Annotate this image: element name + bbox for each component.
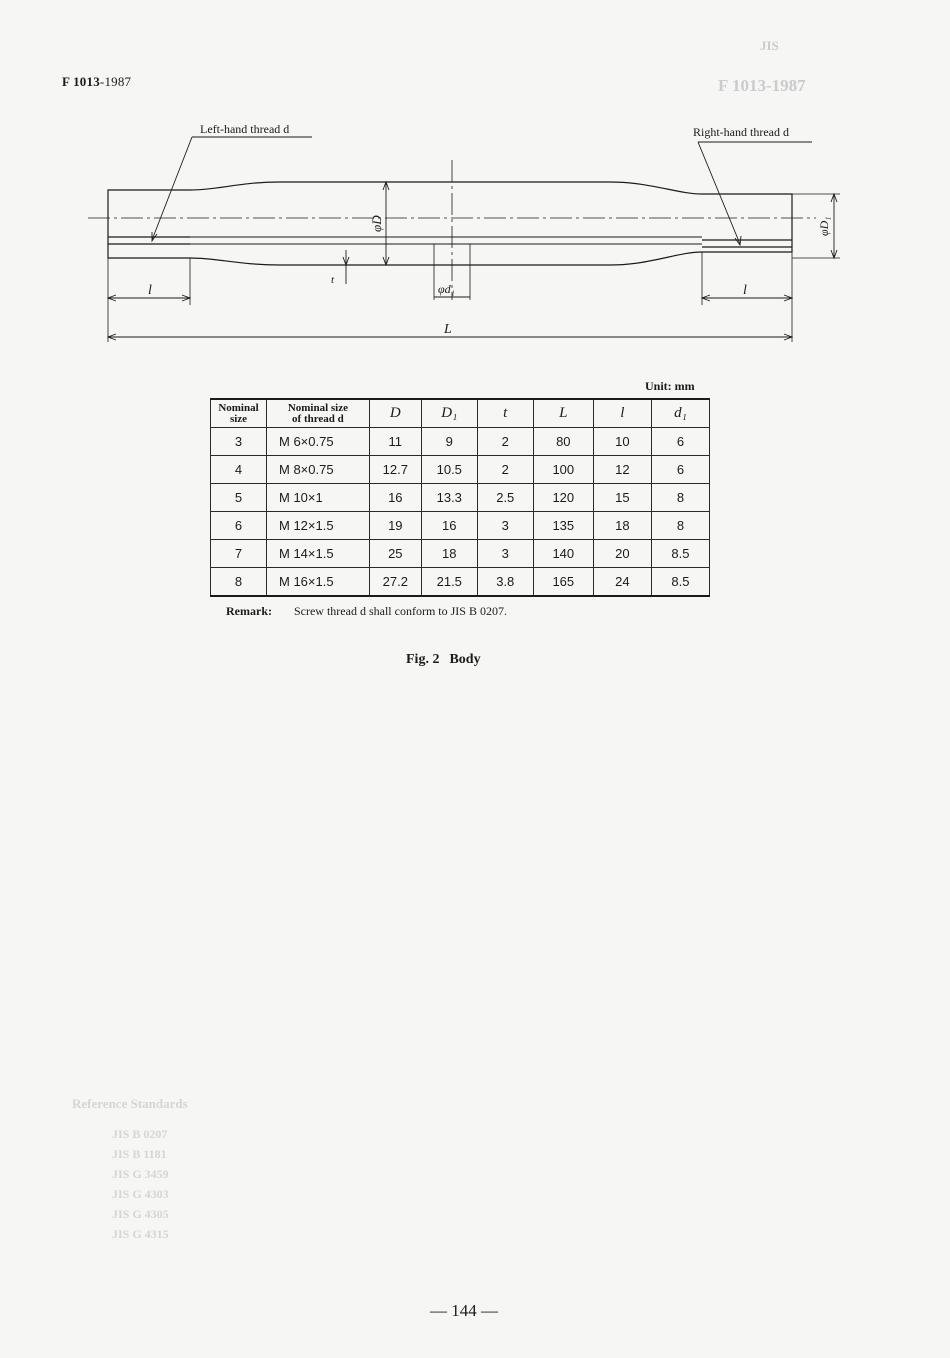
bleed-through-jis: JIS — [760, 38, 779, 53]
table-row — [211, 456, 710, 484]
table-cell: 12.7 — [369, 456, 421, 484]
leader-left-thread — [152, 137, 192, 240]
table-cell: 13.3 — [421, 484, 477, 512]
table-row — [211, 428, 710, 456]
table-row — [211, 484, 710, 512]
table-row — [211, 540, 710, 568]
table-row — [211, 568, 710, 597]
remark-label: Remark: — [226, 604, 272, 618]
table-cell: 2.5 — [477, 484, 533, 512]
body-drawing — [0, 0, 950, 360]
figure-caption — [406, 652, 481, 668]
dim-D1-label: φD₁ — [817, 216, 831, 236]
dimensions-table — [210, 398, 710, 597]
figure-number: Fig. 2 — [406, 652, 440, 667]
remark-text: Screw thread d shall conform to JIS B 0207. — [293, 604, 507, 618]
table-cell: 165 — [533, 568, 593, 597]
table-cell: 10 — [593, 428, 651, 456]
col-nominal-size-line1: Nominal — [218, 401, 259, 414]
table-cell: 7 — [211, 540, 267, 568]
figure-title: Body — [449, 652, 481, 667]
table-cell: 16 — [369, 484, 421, 512]
left-thread-callout: Left-hand thread d — [200, 122, 290, 136]
table-cell: 8 — [211, 568, 267, 597]
body-outline — [108, 182, 792, 265]
dimensions-table-body — [211, 428, 710, 597]
table-cell: 16 — [421, 512, 477, 540]
table-cell: 4 — [211, 456, 267, 484]
page-number: — 144 — — [430, 1301, 498, 1320]
table-cell: 5 — [211, 484, 267, 512]
table-cell: 25 — [369, 540, 421, 568]
bleed-through-ref-item: JIS G 4315 — [112, 1227, 169, 1241]
table-cell: 10.5 — [421, 456, 477, 484]
col-thread — [267, 399, 370, 428]
table-cell: M 10×1 — [267, 484, 370, 512]
table-cell: 15 — [593, 484, 651, 512]
table-cell: 8.5 — [651, 568, 709, 597]
table-cell: M 12×1.5 — [267, 512, 370, 540]
bleed-through-ref-item: JIS G 4305 — [112, 1207, 169, 1221]
dim-d1-label: φd₁ — [438, 282, 455, 296]
col-thread-line2: of thread d — [292, 412, 344, 425]
table-cell: M 6×0.75 — [267, 428, 370, 456]
table-cell: 27.2 — [369, 568, 421, 597]
table-cell: 24 — [593, 568, 651, 597]
table-cell: 3 — [477, 512, 533, 540]
table-cell: 8 — [651, 512, 709, 540]
col-t: t — [477, 399, 533, 428]
table-cell: 2 — [477, 456, 533, 484]
bleed-through-ref-item: JIS B 0207 — [112, 1127, 168, 1141]
table-header-row — [211, 399, 710, 428]
col-thread-line1: Nominal size — [287, 401, 349, 414]
remark — [226, 604, 507, 619]
col-L: L — [533, 399, 593, 428]
unit-label: Unit: mm — [645, 379, 695, 393]
col-nominal-size-line2: size — [229, 412, 248, 425]
table-cell: 11 — [369, 428, 421, 456]
table-cell: 8.5 — [651, 540, 709, 568]
table-row — [211, 512, 710, 540]
standard-year: -1987 — [99, 74, 132, 89]
dim-t-label: t — [331, 274, 335, 286]
table-cell: 3 — [211, 428, 267, 456]
col-D: D — [369, 399, 421, 428]
table-cell: 20 — [593, 540, 651, 568]
right-thread-callout: Right-hand thread d — [693, 125, 789, 139]
col-nominal-size — [211, 399, 267, 428]
table-cell: 21.5 — [421, 568, 477, 597]
table-cell: 135 — [533, 512, 593, 540]
table-cell: 3 — [477, 540, 533, 568]
bleed-through-reference-title: Reference Standards — [72, 1096, 188, 1111]
bleed-through-ref-item: JIS G 3459 — [112, 1167, 169, 1181]
dim-l-left-label: l — [148, 283, 152, 298]
bleed-through-standard: F 1013-1987 — [718, 76, 806, 95]
bleed-through-ref-item: JIS B 1181 — [112, 1147, 167, 1161]
table-cell: 19 — [369, 512, 421, 540]
col-l: l — [593, 399, 651, 428]
leader-right-thread — [698, 142, 740, 244]
dim-D-label: φD — [369, 215, 384, 232]
table-cell: 18 — [593, 512, 651, 540]
table-cell: 9 — [421, 428, 477, 456]
table-cell: 8 — [651, 484, 709, 512]
table-cell: 100 — [533, 456, 593, 484]
table-cell: 120 — [533, 484, 593, 512]
table-cell: 6 — [651, 456, 709, 484]
table-cell: 18 — [421, 540, 477, 568]
dim-l-right-label: l — [743, 283, 747, 298]
table-cell: 3.8 — [477, 568, 533, 597]
table-cell: 6 — [651, 428, 709, 456]
table-cell: 12 — [593, 456, 651, 484]
table-cell: M 14×1.5 — [267, 540, 370, 568]
table-cell: 2 — [477, 428, 533, 456]
standard-code: F 1013 — [62, 74, 100, 89]
bleed-through-ref-item: JIS G 4303 — [112, 1187, 169, 1201]
col-D1: D₁ — [421, 399, 477, 428]
bleed-through-reference-list — [112, 1124, 169, 1244]
table-cell: 6 — [211, 512, 267, 540]
table-cell: M 8×0.75 — [267, 456, 370, 484]
col-d1: d₁ — [651, 399, 709, 428]
dim-L-label: L — [444, 322, 452, 337]
table-cell: 140 — [533, 540, 593, 568]
table-cell: 80 — [533, 428, 593, 456]
table-cell: M 16×1.5 — [267, 568, 370, 597]
